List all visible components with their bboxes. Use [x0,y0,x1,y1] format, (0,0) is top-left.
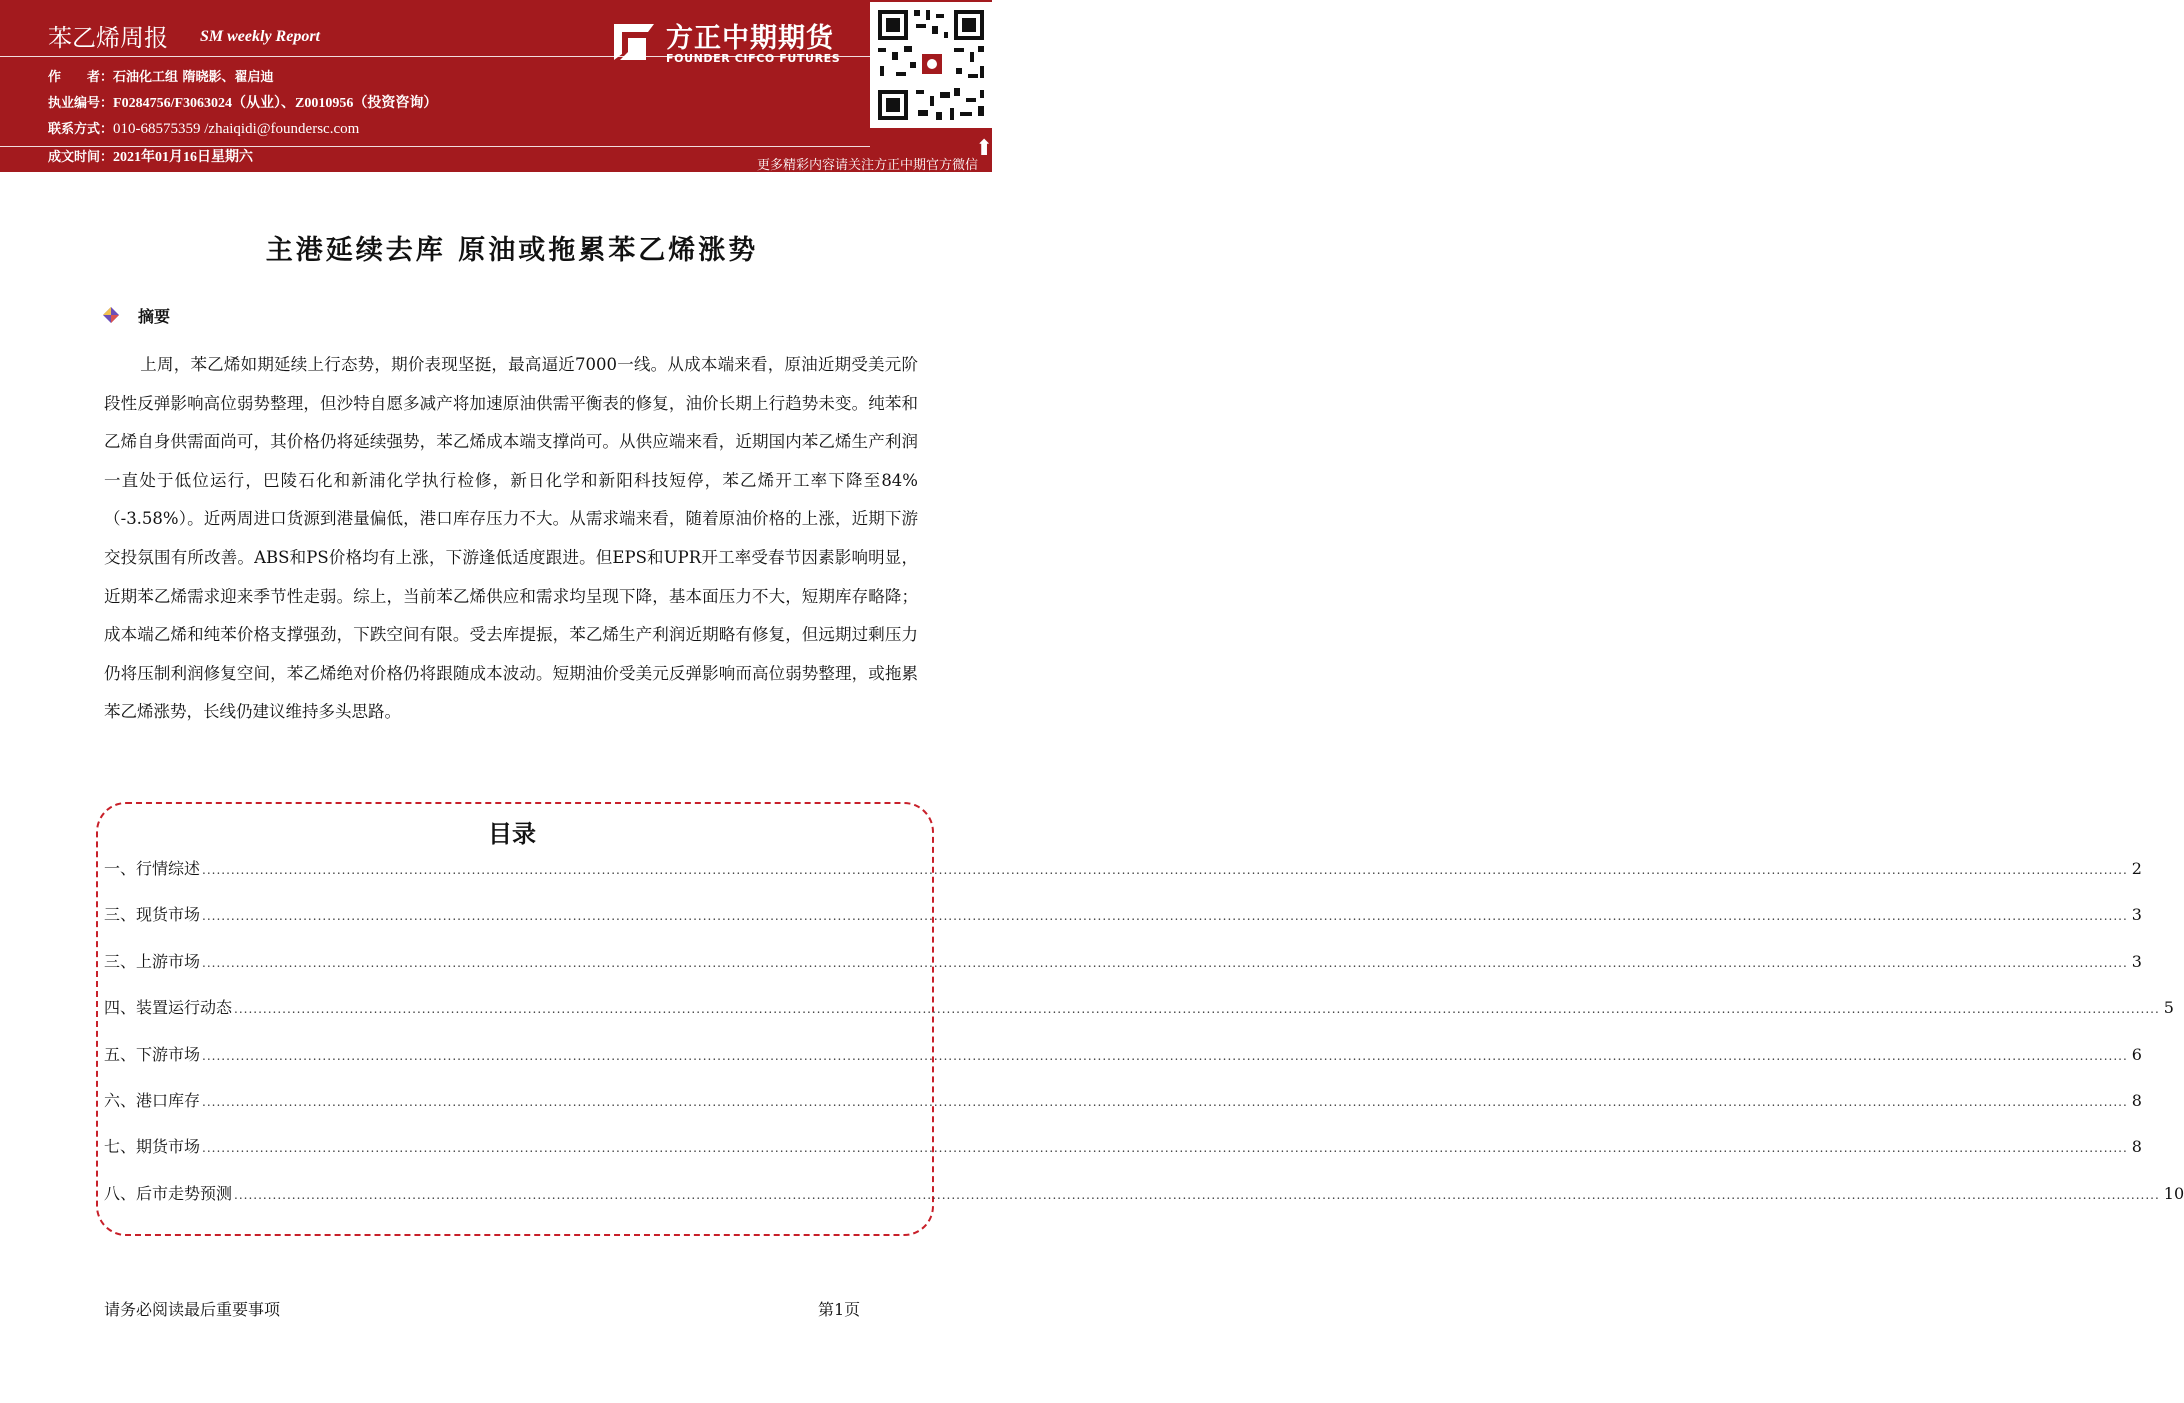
summary-heading: 摘要 [138,307,171,326]
toc-entry[interactable] [104,902,2142,948]
toc-entry-title: 三、上游市场 [104,951,201,971]
date-line [48,146,253,166]
wechat-follow-note: 更多精彩内容请关注方正中期官方微信 [756,158,978,173]
report-series-title: 苯乙烯周报 [48,24,168,52]
contact-line [48,118,359,138]
toc-entry[interactable] [104,1134,2142,1180]
toc-entry-page: 6 [2131,1044,2142,1064]
toc-entry[interactable] [104,949,2142,995]
toc-entry-page: 5 [2163,998,2174,1018]
date-label: 成文时间： [48,150,114,165]
summary-paragraph: 上周，苯乙烯如期延续上行态势，期价表现坚挺，最高逼近7000一线。从成本端来看，原油近期受美元阶段性反弹影响高位弱势整理，但沙特自愿多减产将加速原油供需平衡表的修复，油价长期上行趋势未变。纯苯和乙烯自身供需面尚可，其价格仍将延续强势，苯乙烯成本端支撑尚可。从供应端来看，近期国内苯乙烯生产利润一直处于低位运行，巴陵石化和新浦化学执行检修，新日化学和新阳科技短停，苯乙烯开工率下降至84%（-3.58%）。近两周进口货源到港量偏低，港口库存压力不大。从需求端来看，随着原油价格的上涨，近期下游交投氛围有所改善。ABS和PS价格均有上涨，下游逢低适度跟进。但EPS和UPR开工率受春节因素影响明显，近期苯乙烯需求迎来季节性走弱。综上，当前苯乙烯供应和需求均呈现下降，基本面压力不大，短期库存略降；成本端乙烯和纯苯价格支撑强劲，下跌空间有限。受去库提振，苯乙烯生产利润近期略有修复，但远期过剩压力仍将压制利润修复空间，苯乙烯绝对价格仍将跟随成本波动。短期油价受美元反弹影响而高位弱势整理，或拖累苯乙烯涨势，长线仍建议维持多头思路。 [104,355,918,722]
toc-entry-title: 七、期货市场 [104,1137,201,1157]
toc-entry-title: 五、下游市场 [104,1044,201,1064]
toc-entry[interactable] [104,1042,2142,1088]
authors-label: 作 者： [48,70,114,85]
footer-notice: 请务必阅读最后重要事项 [104,1300,281,1319]
contact-label: 联系方式： [48,122,114,137]
toc-leader-dots: ................................................................................................................................................................................................................................................................................................................................................................................................................ [202,1094,2128,1109]
company-logo-icon [608,20,658,64]
toc-entry-page: 3 [2131,951,2142,971]
report-title: 主港延续去库 原油或拖累苯乙烯涨势 [265,235,759,266]
toc-entry-title: 六、港口库存 [104,1090,201,1110]
toc-leader-dots: ................................................................................................................................................................................................................................................................................................................................................................................................................ [202,955,2128,970]
toc-entry[interactable] [104,995,2174,1041]
page-number: 第1页 [818,1300,861,1319]
toc-leader-dots: ................................................................................................................................................................................................................................................................................................................................................................................................................ [202,863,2128,877]
toc-entry-page: 10 [2163,1183,2184,1203]
diamond-bullet-icon [102,306,120,324]
toc-leader-dots: ................................................................................................................................................................................................................................................................................................................................................................................................................ [234,1187,2160,1202]
toc-entry[interactable] [104,1088,2142,1134]
toc-entry-page: 8 [2131,1090,2142,1110]
toc-leader-dots: ................................................................................................................................................................................................................................................................................................................................................................................................................ [202,1141,2128,1156]
company-name-en: FOUNDER CIFCO FUTURES [666,52,841,65]
toc-leader-dots: ................................................................................................................................................................................................................................................................................................................................................................................................................ [202,1048,2128,1063]
license-label: 执业编号： [48,96,114,111]
report-series-subtitle: SM weekly Report [200,28,320,45]
toc-entry-title: 一、行情综述 [104,859,201,878]
contact-value: 010-68575359 /zhaiqidi@foundersc.com [113,121,360,137]
toc-entry[interactable] [104,1181,2184,1227]
arrow-up-icon: ⬆ [975,136,994,161]
company-name-cn: 方正中期期货 [666,23,834,54]
toc-entry-title: 八、后市走势预测 [104,1183,233,1203]
toc-leader-dots: ................................................................................................................................................................................................................................................................................................................................................................................................................ [234,1002,2160,1017]
wechat-qr-code[interactable] [870,2,992,128]
license-value: F0284756/F3063024（从业）、Z0010956（投资咨询） [113,96,438,111]
toc-leader-dots: ................................................................................................................................................................................................................................................................................................................................................................................................................ [202,909,2128,924]
authors-line [48,66,274,85]
toc-entry[interactable] [104,856,2142,902]
toc-entry-page: 3 [2131,905,2142,925]
toc-entry-page: 2 [2131,859,2142,878]
license-line [48,92,437,112]
toc-entry-title: 四、装置运行动态 [104,998,233,1018]
toc-entry-page: 8 [2131,1137,2142,1157]
report-header [0,0,992,172]
date-value: 2021年01月16日星期六 [113,150,254,165]
authors-value: 石油化工组 隋晓影、翟启迪 [113,70,274,85]
toc-list [104,856,2184,1227]
toc-title: 目录 [488,820,536,848]
toc-entry-title: 三、现货市场 [104,905,201,925]
